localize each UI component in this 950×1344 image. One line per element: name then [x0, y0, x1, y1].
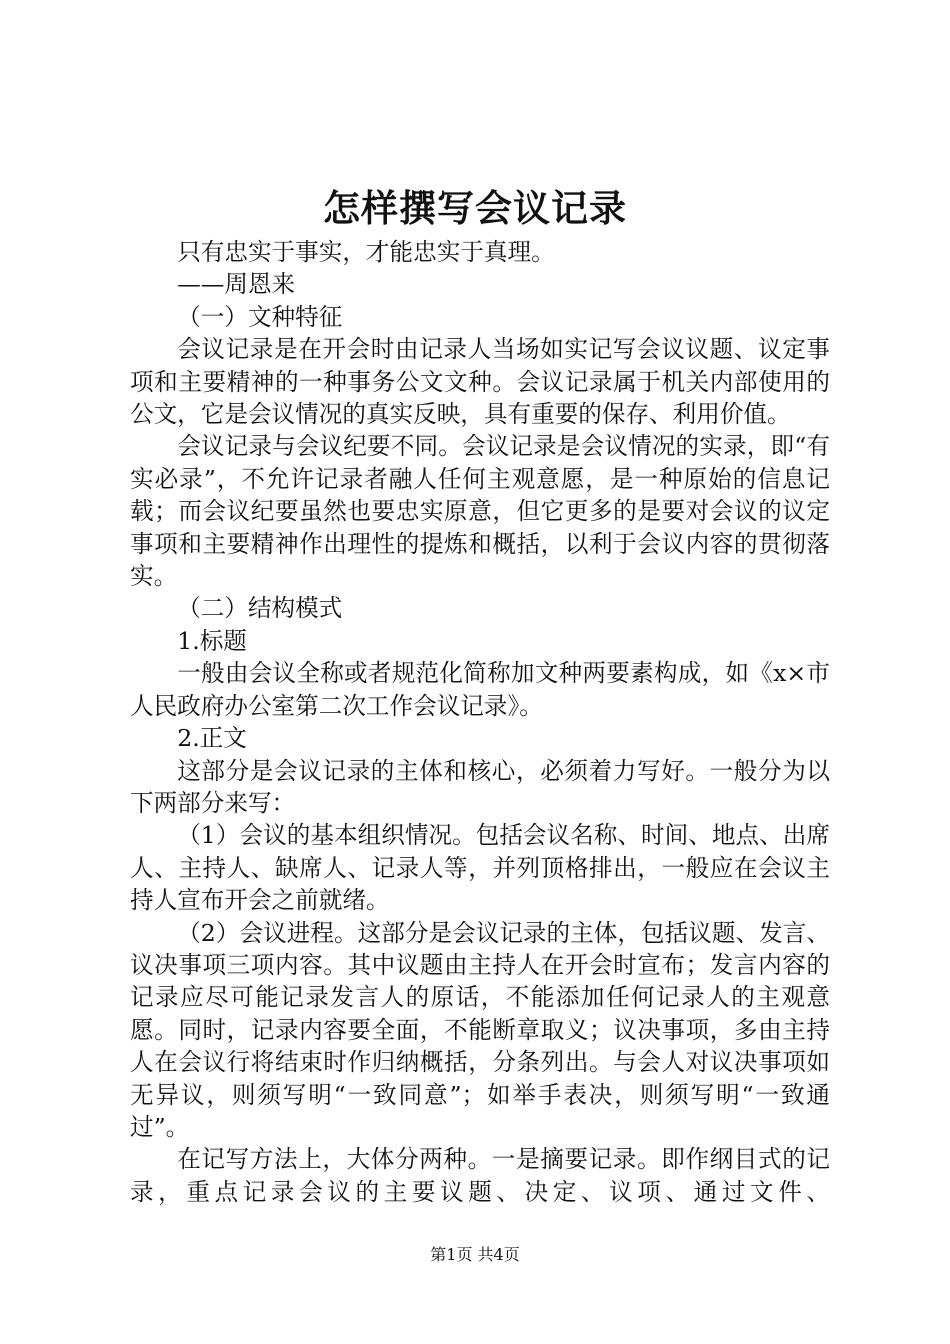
body-paragraph: 在记写方法上，大体分两种。一是摘要记录。即作纲目式的记录，重点记录会议的主要议题、决定、议项、通过文件、	[130, 1145, 830, 1206]
section-heading-2: （二）结构模式	[177, 594, 343, 623]
document-title: 怎样撰写会议记录	[323, 186, 627, 230]
body-paragraph: 会议记录是在开会时由记录人当场如实记写会议议题、议定事项和主要精神的一种事务公文文种。会议记录属于机关内部使用的公文，它是会议情况的真实反映，具有重要的保存、利用价值。	[130, 335, 830, 429]
section-heading-1: （一）文种特征	[177, 302, 343, 331]
subheading-body: 2.正文	[177, 724, 247, 753]
body-paragraph: 会议记录与会议纪要不同。会议记录是会议情况的实录，即“有实必录”，不允许记录者融人任何主观意愿，是一种原始的信息记载；而会议纪要虽然也要忠实原意，但它更多的是要对会议的议定事项和主要精神作出理性的提炼和概括，以利于会议内容的贯彻落实。	[130, 432, 830, 591]
body-paragraph: 这部分是会议记录的主体和核心，必须着力写好。一般分为以下两部分来写：	[130, 756, 830, 817]
quote-attribution: ——周恩来	[177, 270, 296, 299]
subheading-title: 1.标题	[177, 626, 247, 655]
body-paragraph: 一般由会议全称或者规范化简称加文种两要素构成，如《x×市人民政府办公室第二次工作会议记录》。	[130, 659, 830, 720]
quote-line: 只有忠实于事实，才能忠实于真理。	[177, 238, 555, 266]
body-paragraph: （2）会议进程。这部分是会议记录的主体，包括议题、发言、议决事项三项内容。其中议题由主持人在开会时宣布；发言内容的记录应尽可能记录发言人的原话，不能添加任何记录人的主观意愿。同时，记录内容要全面，不能断章取义；议决事项，多由主持人在会议行将结束时作归纳概括，分条列出。与会人对议决事项如无异议，则须写明“一致同意”；如举手表决，则须写明“一致通过”。	[130, 918, 830, 1141]
body-paragraph: （1）会议的基本组织情况。包括会议名称、时间、地点、出席人、主持人、缺席人、记录人等，并列顶格排出，一般应在会议主持人宣布开会之前就绪。	[130, 821, 830, 915]
page-footer: 第1页 共4页	[430, 1245, 520, 1264]
document-body	[130, 236, 830, 1208]
